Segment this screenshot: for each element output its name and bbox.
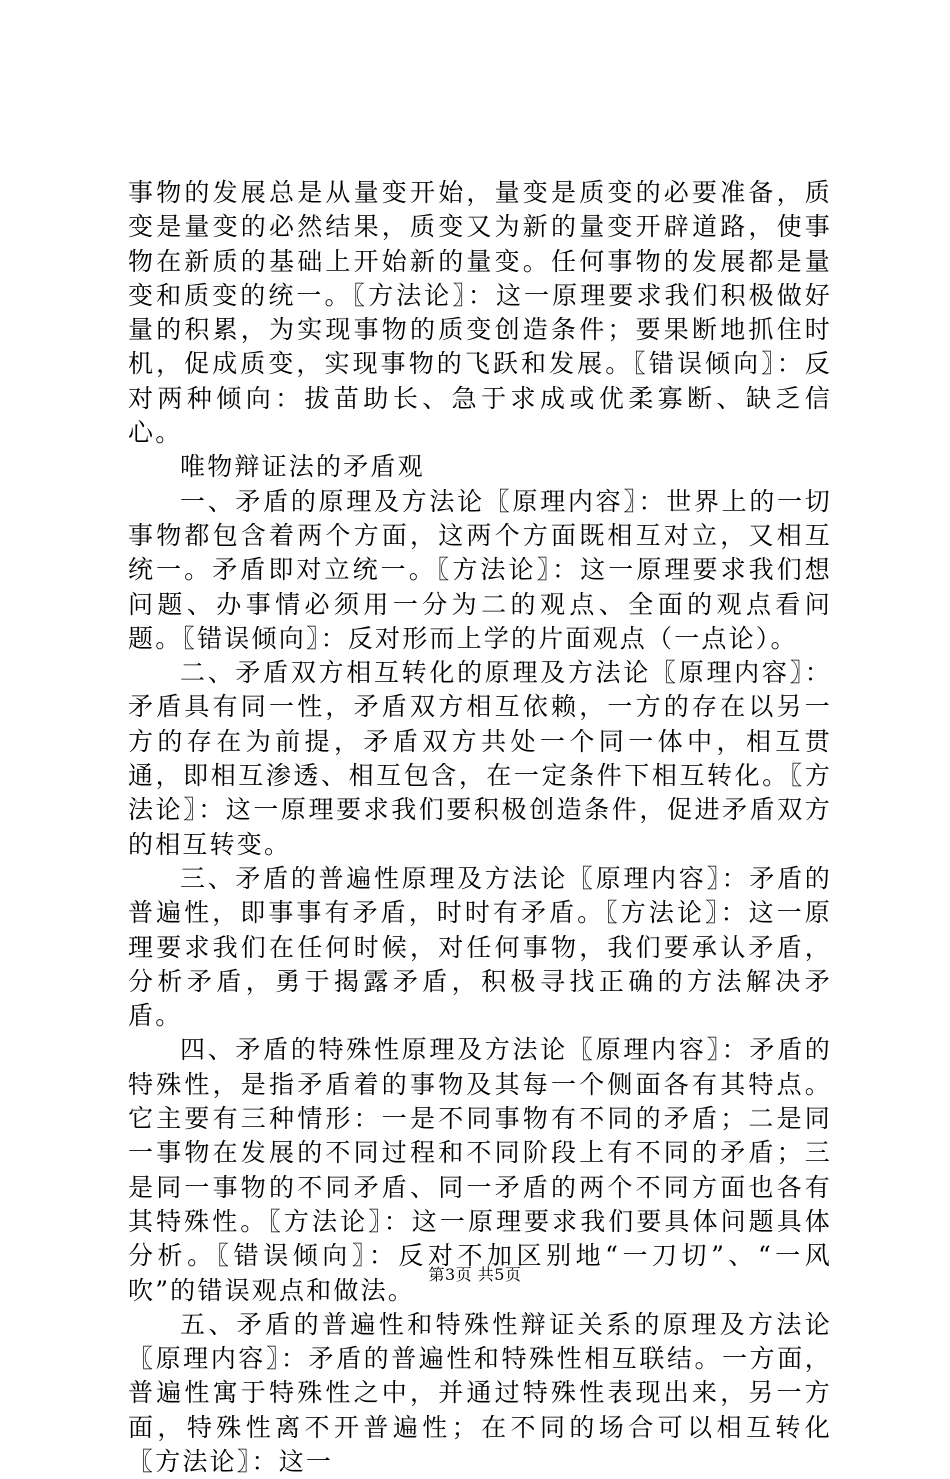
page-footer: 第3页 共5页 bbox=[428, 1265, 522, 1284]
body-paragraph-1: 事物的发展总是从量变开始，量变是质变的必要准备，质变是量变的必然结果，质变又为新的量变开辟道路，使事物在新质的基础上开始新的量变。任何事物的发展都是量变和质变的统一。〖方法论〗：这一原理要求我们积极做好量的积累，为实现事物的质变创造条件；要果断地抓住时机，促成质变，实现事物的飞跃和发展。〖错误倾向〗：反对两种倾向：拔苗助长、急于求成或优柔寡断、缺乏信心。 bbox=[128, 178, 832, 448]
body-paragraph-5: 四、矛盾的特殊性原理及方法论〖原理内容〗：矛盾的特殊性，是指矛盾着的事物及其每一个侧面各有其特点。它主要有三种情形：一是不同事物有不同的矛盾；二是同一事物在发展的不同过程和不同阶段上有不同的矛盾；三是同一事物的不同矛盾、同一矛盾的两个不同方面也各有其特殊性。〖方法论〗：这一原理要求我们要具体问题具体分析。〖错误倾向〗：反对不加区别地“一刀切”、“一风吹”的错误观点和做法。 bbox=[128, 1035, 832, 1305]
body-paragraph-4: 三、矛盾的普遍性原理及方法论〖原理内容〗：矛盾的普遍性，即事事有矛盾，时时有矛盾。〖方法论〗：这一原理要求我们在任何时候，对任何事物，我们要承认矛盾，分析矛盾，勇于揭露矛盾，积极寻找正确的方法解决矛盾。 bbox=[128, 863, 832, 1031]
body-paragraph-2: 一、矛盾的原理及方法论〖原理内容〗：世界上的一切事物都包含着两个方面，这两个方面既相互对立，又相互统一。矛盾即对立统一。〖方法论〗：这一原理要求我们想问题、办事情必须用一分为二的观点、全面的观点看问题。〖错误倾向〗：反对形而上学的片面观点（一点论）。 bbox=[128, 486, 832, 653]
body-paragraph-3: 二、矛盾双方相互转化的原理及方法论〖原理内容〗：矛盾具有同一性，矛盾双方相互依赖，一方的存在以另一方的存在为前提，矛盾双方共处一个同一体中，相互贯通，即相互渗透、相互包含，在一定条件下相互转化。〖方法论〗：这一原理要求我们要积极创造条件，促进矛盾双方的相互转变。 bbox=[128, 658, 832, 859]
body-paragraph-6: 五、矛盾的普遍性和特殊性辩证关系的原理及方法论〖原理内容〗：矛盾的普遍性和特殊性相互联结。一方面，普遍性寓于特殊性之中，并通过特殊性表现出来，另一方面，特殊性离不开普遍性；在不同的场合可以相互转化〖方法论〗：这一 bbox=[128, 1309, 832, 1476]
section-heading: 唯物辩证法的矛盾观 bbox=[180, 452, 425, 482]
